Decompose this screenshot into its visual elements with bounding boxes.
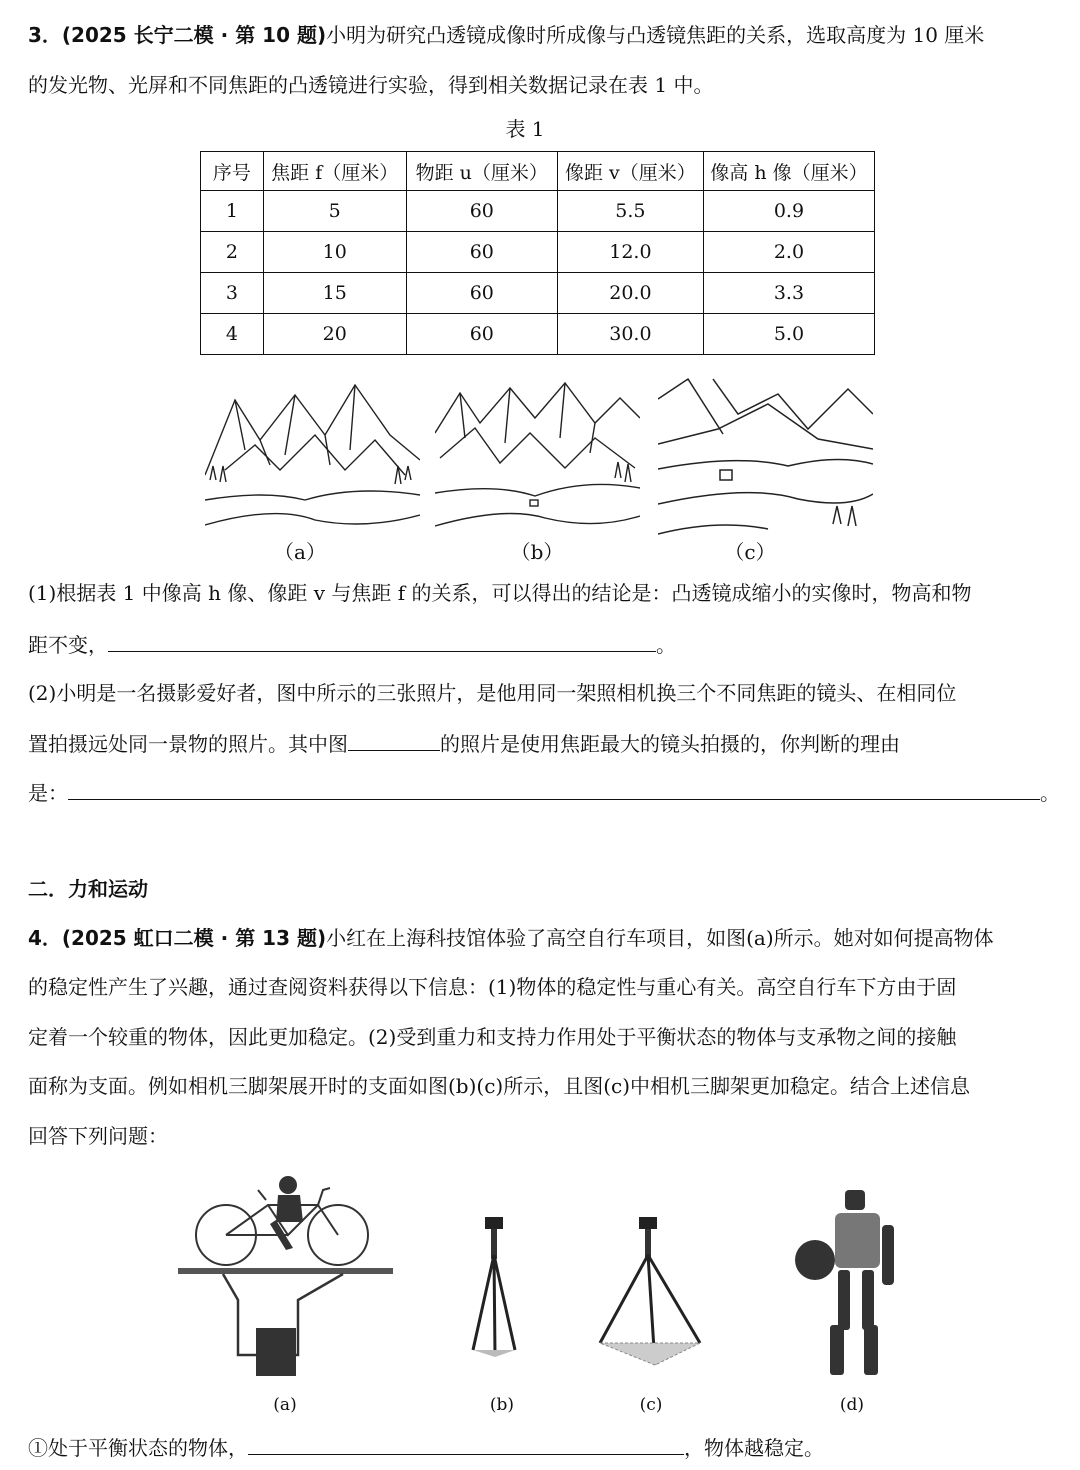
- answer-blank[interactable]: [108, 629, 656, 652]
- q3-part1-line2: [28, 629, 1058, 660]
- table-cell: 20.0: [557, 273, 703, 314]
- table-cell: 5: [263, 191, 406, 232]
- table-cell: 3: [201, 273, 264, 314]
- answer-blank[interactable]: [68, 777, 1040, 800]
- q4-line3: 定着一个较重的物体，因此更加稳定。(2)受到重力和支持力作用处于平衡状态的物体与支承物之间的接触: [28, 1025, 957, 1049]
- table-row: [201, 273, 875, 314]
- table-cell: 4: [201, 314, 264, 355]
- q3-part2-text-a: 置拍摄远处同一景物的照片。其中图: [28, 732, 348, 756]
- q3-part1-line1: (1)根据表 1 中像高 h 像、像距 v 与焦距 f 的关系，可以得出的结论是：凸透镜成缩小的实像时，物高和物: [28, 581, 972, 605]
- q3-part2-line1: (2)小明是一名摄影爱好者，图中所示的三张照片，是他用同一架照相机换三个不同焦距的镜头、在相同位: [28, 681, 957, 705]
- table-header: 焦距 f（厘米）: [263, 152, 406, 191]
- q3-prefix: 3．(2025 长宁二模 · 第 10 题): [28, 23, 327, 47]
- table-caption: 表 1: [505, 117, 545, 141]
- q3-stem-line1: [28, 20, 1058, 50]
- table-cell: 30.0: [557, 314, 703, 355]
- table-cell: 60: [406, 314, 557, 355]
- table-header: 像高 h 像（厘米）: [703, 152, 874, 191]
- table-row: [201, 191, 875, 232]
- table-cell: 20: [263, 314, 406, 355]
- table-cell: 5.0: [703, 314, 874, 355]
- tripod-narrow-figure: [465, 1215, 525, 1365]
- answer-blank[interactable]: [348, 728, 440, 751]
- q3-part2-text-b: 的照片是使用焦距最大的镜头拍摄的，你判断的理由: [440, 732, 900, 756]
- q3-part2-text-c: 是：: [28, 781, 68, 805]
- q4-prefix: 4．(2025 虹口二模 · 第 13 题): [28, 926, 327, 950]
- figure-label-c: (c): [639, 1395, 663, 1415]
- q3-stem-line2: 的发光物、光屏和不同焦距的凸透镜进行实验，得到相关数据记录在表 1 中。: [28, 73, 714, 97]
- section-title: 二．力和运动: [28, 877, 148, 901]
- table-cell: 3.3: [703, 273, 874, 314]
- photo-label-a: （a）: [274, 540, 326, 564]
- q4-text1: 小红在上海科技馆体验了高空自行车项目，如图(a)所示。她对如何提高物体: [326, 926, 994, 950]
- table-cell: 15: [263, 273, 406, 314]
- robot-figure: [790, 1185, 915, 1385]
- q3-part2-line2: [28, 728, 1058, 759]
- figure-label-d: (d): [839, 1395, 865, 1415]
- table-cell: 10: [263, 232, 406, 273]
- q4-line5: 回答下列问题：: [28, 1124, 168, 1148]
- table-cell: 2: [201, 232, 264, 273]
- q3-part1-end: 。: [656, 633, 676, 657]
- q3-part2-line3: [28, 777, 1058, 808]
- landscape-photo-c: [658, 374, 873, 536]
- table-cell: 0.9: [703, 191, 874, 232]
- high-bicycle-figure: [178, 1160, 393, 1390]
- table-cell: 2.0: [703, 232, 874, 273]
- q4-line1: [28, 923, 1058, 953]
- q4-line4: 面称为支面。例如相机三脚架展开时的支面如图(b)(c)所示，且图(c)中相机三脚架更加稳定。结合上述信息: [28, 1074, 971, 1098]
- q3-part1-text: 距不变，: [28, 633, 108, 657]
- q3-stem-text1: 小明为研究凸透镜成像时所成像与凸透镜焦距的关系，选取高度为 10 厘米: [326, 23, 985, 47]
- figure-label-b: (b): [489, 1395, 515, 1415]
- landscape-photo-a: [205, 380, 420, 535]
- table-row: [201, 232, 875, 273]
- data-table: [200, 151, 875, 355]
- table-cell: 60: [406, 232, 557, 273]
- q4-part1-end: ，物体越稳定。: [684, 1436, 824, 1460]
- q3-part2-end: 。: [1040, 781, 1060, 805]
- photo-label-c: （c）: [724, 540, 776, 564]
- table-header: 物距 u（厘米）: [406, 152, 557, 191]
- table-cell: 60: [406, 273, 557, 314]
- figure-label-a: (a): [273, 1395, 297, 1415]
- table-header-row: [201, 152, 875, 191]
- tripod-wide-figure: [595, 1215, 705, 1375]
- q4-part1-start: ①处于平衡状态的物体，: [28, 1436, 248, 1460]
- table-cell: 60: [406, 191, 557, 232]
- table-header: 像距 v（厘米）: [557, 152, 703, 191]
- landscape-photo-b: [435, 378, 640, 536]
- table-header: 序号: [201, 152, 264, 191]
- q4-line2: 的稳定性产生了兴趣，通过查阅资料获得以下信息：(1)物体的稳定性与重心有关。高空自行车下方由于固: [28, 975, 957, 999]
- table-cell: 5.5: [557, 191, 703, 232]
- q4-part1: [28, 1432, 1058, 1463]
- table-cell: 12.0: [557, 232, 703, 273]
- table-cell: 1: [201, 191, 264, 232]
- photo-label-b: （b）: [510, 540, 564, 564]
- table-row: [201, 314, 875, 355]
- answer-blank[interactable]: [248, 1432, 684, 1455]
